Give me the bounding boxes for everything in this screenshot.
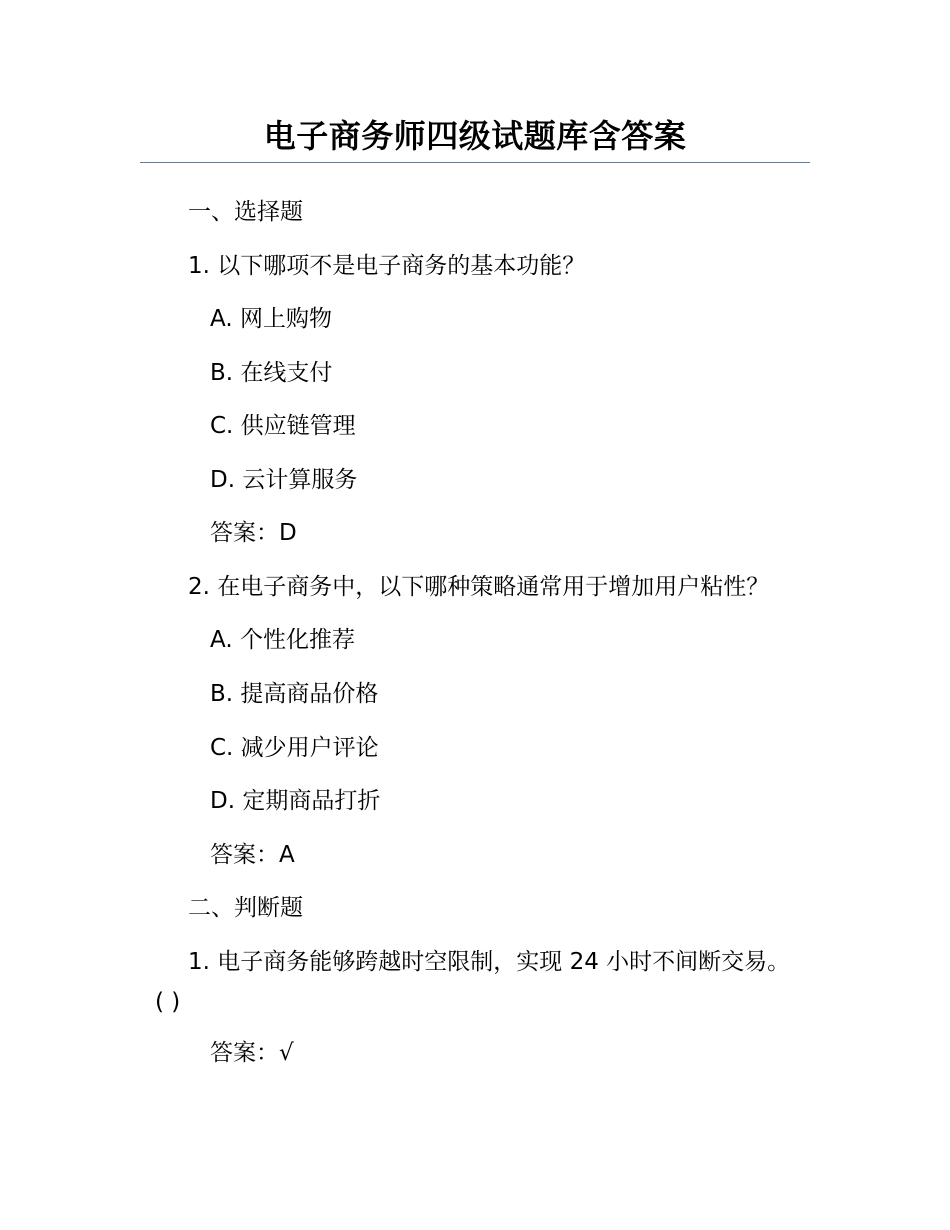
question-2-option-d: D. 定期商品打折 (210, 788, 381, 814)
tf-question-1-text: 1. 电子商务能够跨越时空限制，实现 24 小时不间断交易。 (188, 949, 791, 975)
question-2-option-c: C. 减少用户评论 (210, 735, 379, 761)
question-2-text: 2. 在电子商务中，以下哪种策略通常用于增加用户粘性？ (188, 574, 770, 600)
tf-question-1-blank: ( ) (155, 989, 181, 1015)
question-1-text: 1. 以下哪项不是电子商务的基本功能？ (188, 253, 586, 279)
question-1-option-c: C. 供应链管理 (210, 413, 356, 439)
question-1-answer: 答案：D (210, 520, 297, 546)
question-2-option-a: A. 个性化推荐 (210, 627, 355, 653)
question-1-option-a: A. 网上购物 (210, 306, 332, 332)
tf-question-1-answer: 答案：√ (210, 1040, 294, 1066)
question-1-option-b: B. 在线支付 (210, 360, 333, 386)
question-2-answer: 答案：A (210, 842, 295, 868)
section-heading-choice: 一、选择题 (188, 199, 303, 225)
title-underline (140, 162, 810, 163)
document-title: 电子商务师四级试题库含答案 (263, 117, 687, 155)
section-heading-true-false: 二、判断题 (188, 895, 303, 921)
question-2-option-b: B. 提高商品价格 (210, 681, 379, 707)
question-1-option-d: D. 云计算服务 (210, 467, 358, 493)
